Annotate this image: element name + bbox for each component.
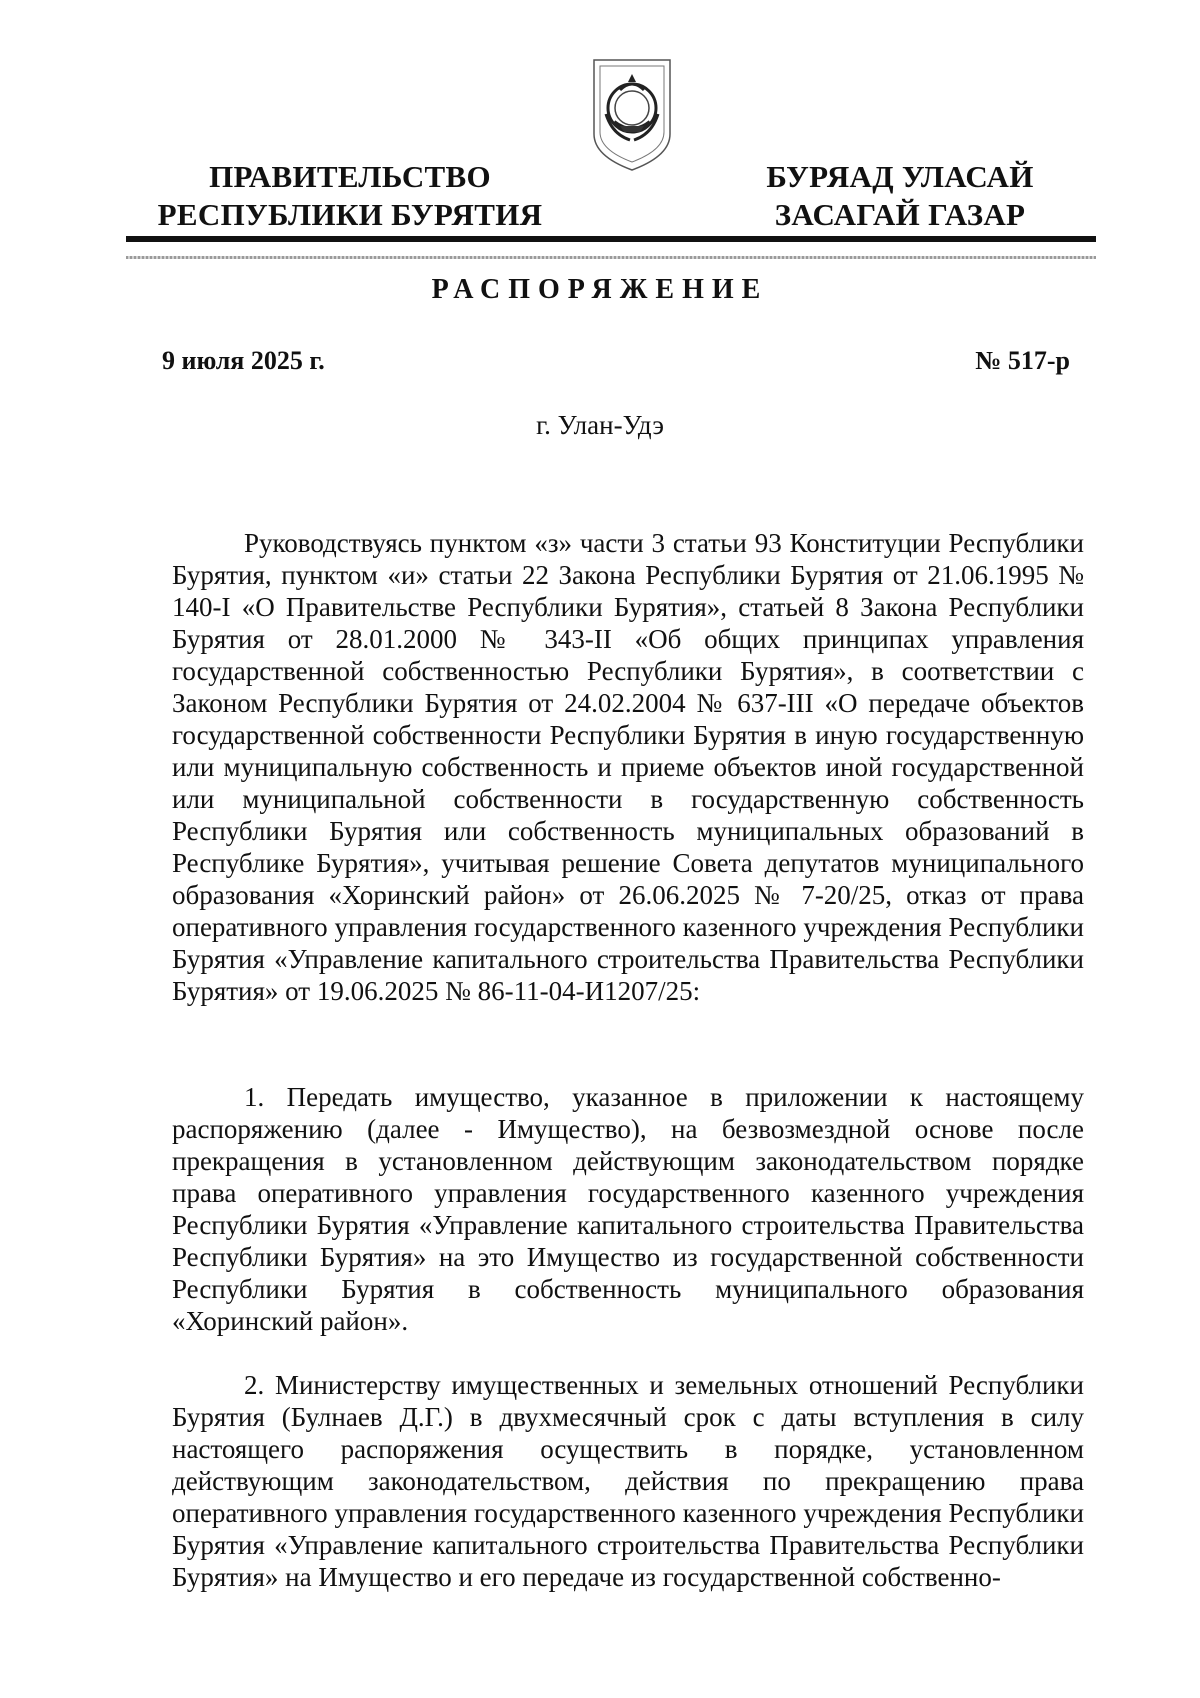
document-city: г. Улан-Удэ bbox=[536, 410, 664, 440]
document-date: 9 июля 2025 г. bbox=[162, 346, 325, 375]
clause-2-paragraph: 2. Министерству имущественных и земельных отношений Республики Бурятия (Булнаев Д.Г.) в двухмесячный срок с даты вступления в силу настоящего распоряжения осуществить в порядке, установленном действующим законодательством, действия по прекращению права оперативного управления государственного казенного учреждения Республики Бурятия «Управление капитального строительства Правительства Республики Бурятия» на Имущество и его передаче из государственной собственно- bbox=[172, 1370, 1084, 1592]
government-name-buryat-line1: БУРЯАД УЛАСАЙ bbox=[766, 159, 1034, 194]
government-name-buryat-line2: ЗАСАГАЙ ГАЗАР bbox=[774, 197, 1026, 232]
government-name-russian bbox=[120, 158, 580, 234]
clause-1-paragraph: 1. Передать имущество, указанное в приложении к настоящему распоряжению (далее - Имущество), на безвозмездной основе после прекращения в установленном действующим законодательством порядке права оперативного управления государственного казенного учреждения Республики Бурятия «Управление капитального строительства Правительства Республики Бурятия» на это Имущество из государственной собственности Республики Бурятия в собственность муниципального образования «Хоринский район». bbox=[172, 1082, 1084, 1336]
preamble-paragraph: Руководствуясь пунктом «з» части 3 статьи 93 Конституции Республики Бурятия, пунктом «и» статьи 22 Закона Республики Бурятия от 21.06.1995 № 140-I «О Правительстве Республики Бурятия», статьей 8 Закона Республики Бурятия от 28.01.2000 № 343-II «Об общих принципах управления государственной собственностью Республики Бурятия», в соответствии с Законом Республики Бурятия от 24.02.2004 № 637-III «О передаче объектов государственной собственности Республики Бурятия в иную государственную или муниципальную собственность и приеме объектов иной государственной или муниципальной собственности в государственную собственность Республики Бурятия или собственность муниципальных образований в Республике Бурятия», учитывая решение Совета депутатов муниципального образования «Хоринский район» от 26.06.2025 № 7-20/25, отказ от права оперативного управления государственного казенного учреждения Республики Бурятия «Управление капитального строительства Правительства Республики Бурятия» от 19.06.2025 № 86-11-04-И1207/25: bbox=[172, 528, 1084, 1006]
header-divider-thick bbox=[126, 236, 1096, 242]
document-title: РАСПОРЯЖЕНИЕ bbox=[431, 274, 769, 305]
header-divider-thin bbox=[126, 256, 1096, 259]
government-name-line1: ПРАВИТЕЛЬСТВО bbox=[209, 159, 491, 194]
coat-of-arms-icon bbox=[590, 56, 674, 174]
document-number: № 517-р bbox=[975, 346, 1070, 375]
government-name-line2: РЕСПУБЛИКИ БУРЯТИЯ bbox=[157, 197, 543, 232]
government-name-buryat bbox=[720, 158, 1080, 234]
